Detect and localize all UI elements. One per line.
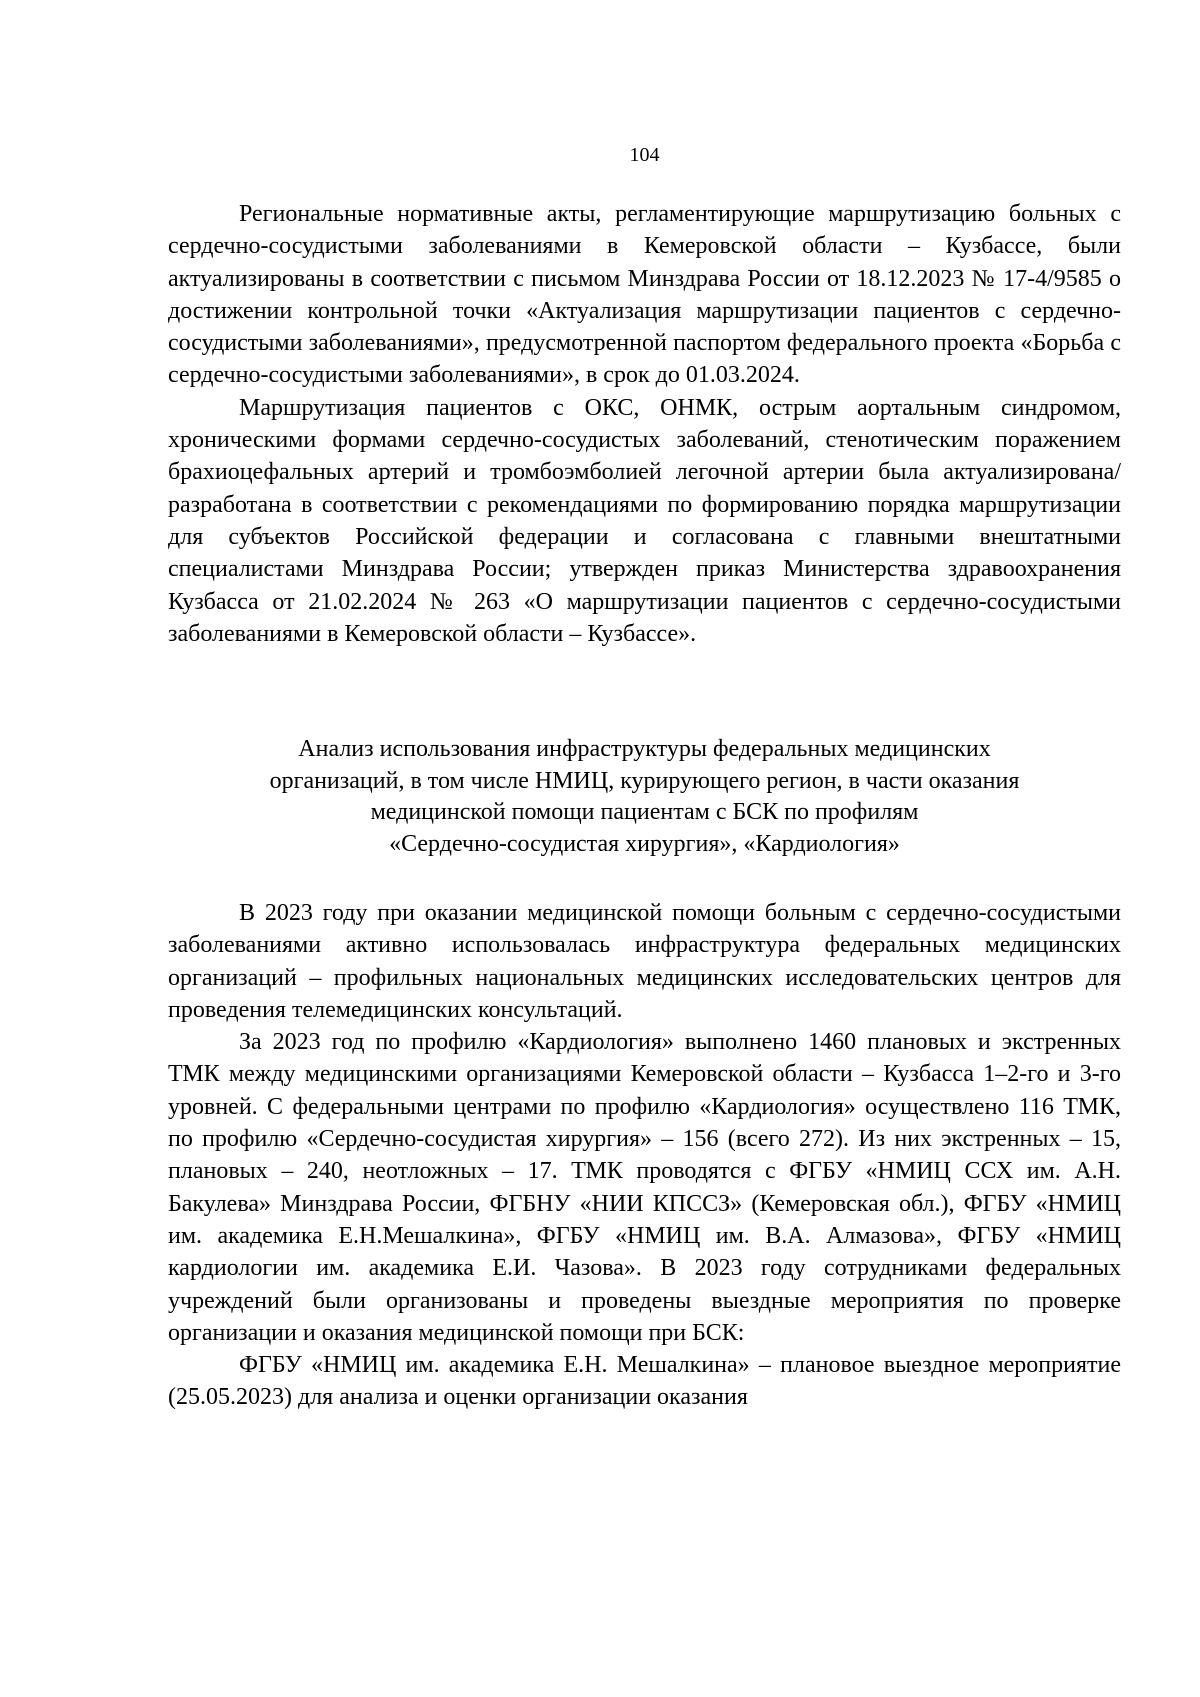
section-heading (168, 734, 1121, 860)
heading-line: организаций, в том числе НМИЦ, курирующего регион, в части оказания (269, 767, 1020, 794)
section-routing (168, 198, 1121, 650)
heading-line: «Сердечно-сосудистая хирургия», «Кардиология» (389, 830, 900, 857)
heading-line: Анализ использования инфраструктуры федеральных медицинских (298, 736, 991, 762)
paragraph-meshalkin-visit: ФГБУ «НМИЦ им. академика Е.Н. Мешалкина» – плановое выездное мероприятие (25.05.2023) для анализа и оценки организации оказания (168, 1352, 1121, 1411)
page-number: 104 (629, 144, 660, 166)
paragraph-telemedicine: В 2023 году при оказании медицинской помощи больным с сердечно-сосудистыми заболеваниями активно использовалась инфраструктура федеральных медицинских организаций – профильных национальных медицинских исследовательских центров для проведения телемедицинских консультаций. (168, 900, 1121, 1023)
document-page (168, 0, 1121, 1697)
heading-line: медицинской помощи пациентам с БСК по профилям (370, 799, 919, 825)
paragraph-regional-acts: Региональные нормативные акты, регламентирующие маршрутизацию больных с сердечно-сосудистыми заболеваниями в Кемеровской области – Кузбассе, были актуализированы в соответствии с письмом Минздрава России от 18.12.2023 № 17-4/9585 о достижении контрольной точки «Актуализация маршрутизации пациентов с сердечно-сосудистыми заболеваниями», предусмотренной паспортом федерального проекта «Борьба с сердечно-сосудистыми заболеваниями», в срок до 01.03.2024. (168, 201, 1121, 389)
paragraph-tmk-statistics: За 2023 год по профилю «Кардиология» выполнено 1460 плановых и экстренных ТМК между медицинскими организациями Кемеровской области – Кузбасса 1–2-го и 3-го уровней. С федеральными центрами по профилю «Кардиология» осуществлено 116 ТМК, по профилю «Сердечно-сосудистая хирургия» – 156 (всего 272). Из них экстренных – 15, плановых – 240, неотложных – 17. ТМК проводятся с ФГБУ «НМИЦ ССХ им. А.Н. Бакулева» Минздрава России, ФГБНУ «НИИ КПССЗ» (Кемеровская обл.), ФГБУ «НМИЦ им. академика Е.Н.Мешалкина», ФГБУ «НМИЦ им. В.А. Алмазова», ФГБУ «НМИЦ кардиологии им. академика Е.И. Чазова». В 2023 году сотрудниками федеральных учреждений были организованы и проведены выездные мероприятия по проверке организации и оказания медицинской помощи при БСК: (168, 1029, 1121, 1346)
section-federal-infrastructure (168, 897, 1121, 1414)
paragraph-patient-routing: Маршрутизация пациентов с ОКС, ОНМК, острым аортальным синдромом, хроническими формами сердечно-сосудистых заболеваний, стенотическим поражением брахиоцефальных артерий и тромбоэмболией легочной артерии была актуализирована/разработана в соответствии с рекомендациями по формированию порядка маршрутизации для субъектов Российской федерации и согласована с главными внештатными специалистами Минздрава России; утвержден приказ Министерства здравоохранения Кузбасса от 21.02.2024 № 263 «О маршрутизации пациентов с сердечно-сосудистыми заболеваниями в Кемеровской области – Кузбассе». (168, 394, 1121, 647)
